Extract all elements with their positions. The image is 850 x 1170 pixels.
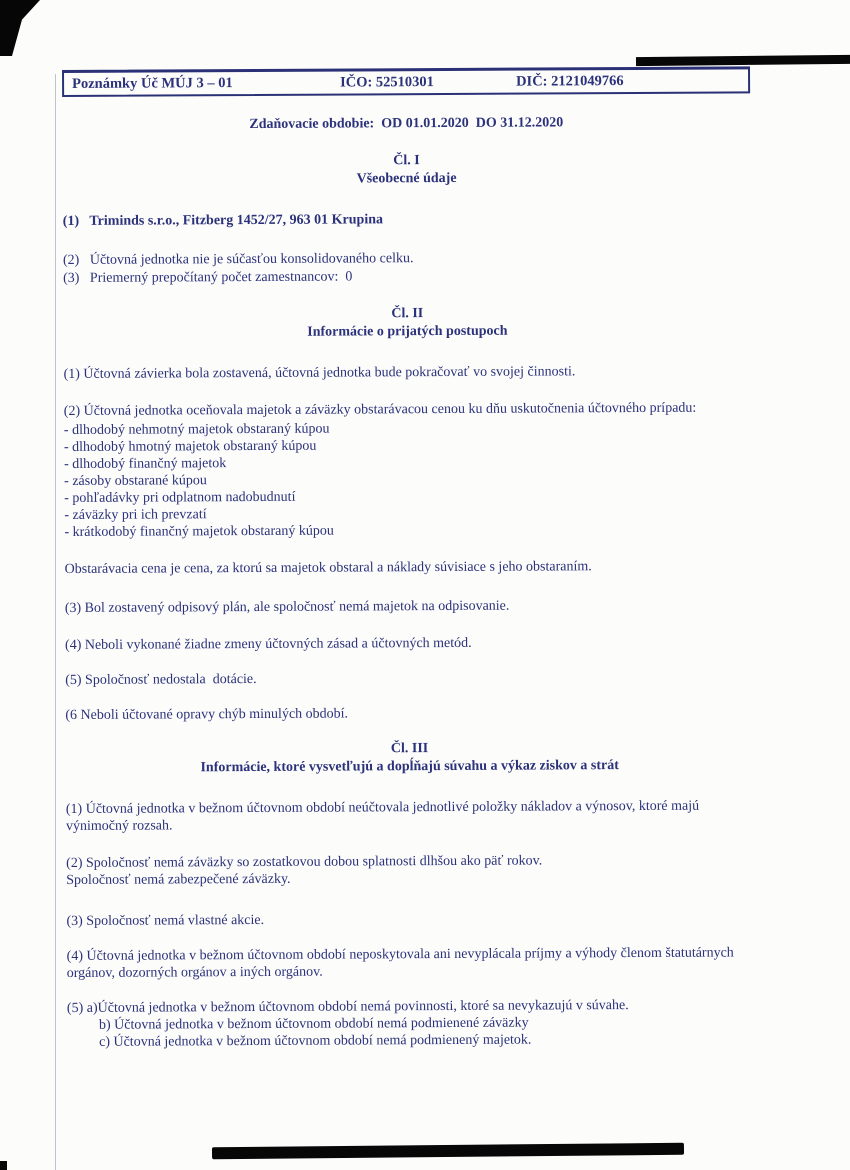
article-3-paragraph-5a: (5) a)Účtovná jednotka v bežnom účtovnom období nemá povinnosti, ktoré sa nevykazujú v súvahe. — [66, 998, 629, 1016]
dic-number: DIČ: 2121049766 — [516, 73, 624, 90]
article-1-subtitle: Všeobecné údaje — [356, 170, 457, 187]
scan-paper-edge-line — [55, 74, 56, 1170]
scan-artifact-top-right-bar — [636, 55, 850, 66]
article-3-subtitle: Informácie, ktoré vysvetľujú a dopĺňajú súvahu a výkaz ziskov a strát — [200, 758, 619, 776]
scan-artifact-bottom-bar — [212, 1143, 684, 1160]
article-3-paragraph-2b: Spoločnosť nemá zabezpečené záväzky. — [66, 871, 291, 888]
form-title: Poznámky Úč MÚJ 3 – 01 — [72, 75, 233, 92]
article-2-paragraph-4: (3) Bol zostavený odpisový plán, ale spoločnosť nemá majetok na odpisovanie. — [64, 598, 510, 616]
article-1-paragraph-2: (2) Účtovná jednotka nie je súčasťou konsolidovaného celku. — [62, 251, 414, 268]
list-item: - zásoby obstarané kúpou — [64, 473, 207, 489]
article-1-paragraph-1: (1) Triminds s.r.o., Fitzberg 1452/27, 963 01 Krupina — [62, 212, 384, 229]
document-content — [62, 66, 755, 1051]
list-item: - dlhodobý nehmotný majetok obstaraný kúpou — [63, 421, 330, 438]
article-2-paragraph-7: (6 Neboli účtované opravy chýb minulých období. — [65, 706, 349, 723]
article-3-paragraph-1: (1) Účtovná jednotka v bežnom účtovnom období neúčtovala jednotlivé položky nákladov a výnosov, ktoré majú výnimočný rozsah. — [65, 798, 700, 834]
article-2-paragraph-2: (2) Účtovná jednotka oceňovala majetok a záväzky obstarávacou cenou ku dňu uskutočnenia účtovného prípadu: — [63, 400, 697, 419]
article-2-paragraph-1: (1) Účtovná závierka bola zostavená, účtovná jednotka bude pokračovať vo svojej činnosti. — [63, 364, 576, 382]
article-3-title: Čl. III — [390, 741, 429, 757]
article-2-paragraph-5: (4) Neboli vykonané žiadne zmeny účtovných zásad a účtovných metód. — [64, 635, 472, 653]
article-3-paragraph-2a: (2) Spoločnosť nemá záväzky so zostatkovou dobou splatnosti dlhšou ako päť rokov. — [66, 853, 543, 871]
article-3-paragraph-3: (3) Spoločnosť nemá vlastné akcie. — [66, 912, 265, 929]
article-2-subtitle: Informácie o prijatých postupoch — [307, 323, 508, 340]
article-3-paragraph-5b: b) Účtovná jednotka v bežnom účtovnom období nemá podmienené záväzky — [98, 1015, 529, 1033]
list-item: - záväzky pri ich prevzatí — [64, 507, 207, 523]
scan-artifact-bottom-left-mark — [0, 1161, 7, 1170]
scan-artifact-top-left-corner — [0, 0, 40, 56]
article-2-title: Čl. II — [391, 306, 424, 322]
article-1-paragraph-3: (3) Priemerný prepočítaný počet zamestnancov: 0 — [63, 269, 353, 286]
article-2-paragraph-3: Obstarávacia cena je cena, za ktorú sa majetok obstaral a náklady súvisiace s jeho obstaraním. — [64, 559, 592, 577]
tax-period-line: Zdaňovacie obdobie: OD 01.01.2020 DO 31.12.2020 — [249, 115, 564, 133]
form-header — [62, 66, 750, 97]
list-item: - dlhodobý hmotný majetok obstaraný kúpou — [63, 438, 317, 455]
article-2-paragraph-6: (5) Spoločnosť nedostala dotácie. — [65, 671, 257, 688]
list-item: - pohľadávky pri odplatnom nadobudnutí — [64, 489, 296, 506]
ico-number: IČO: 52510301 — [340, 74, 434, 91]
list-item: - krátkodobý finančný majetok obstaraný kúpou — [64, 523, 334, 540]
list-item: - dlhodobý finančný majetok — [64, 456, 227, 472]
article-3-paragraph-4: (4) Účtovná jednotka v bežnom účtovnom období neposkytovala ani nevyplácala príjmy a výhody členom štatutárnych orgánov, dozorných orgánov a iných orgánov. — [66, 945, 734, 981]
valuation-methods-list — [64, 418, 753, 541]
article-1-title: Čl. I — [393, 153, 420, 169]
article-3-paragraph-5c: c) Účtovná jednotka v bežnom účtovnom období nemá podmienený majetok. — [99, 1032, 532, 1050]
